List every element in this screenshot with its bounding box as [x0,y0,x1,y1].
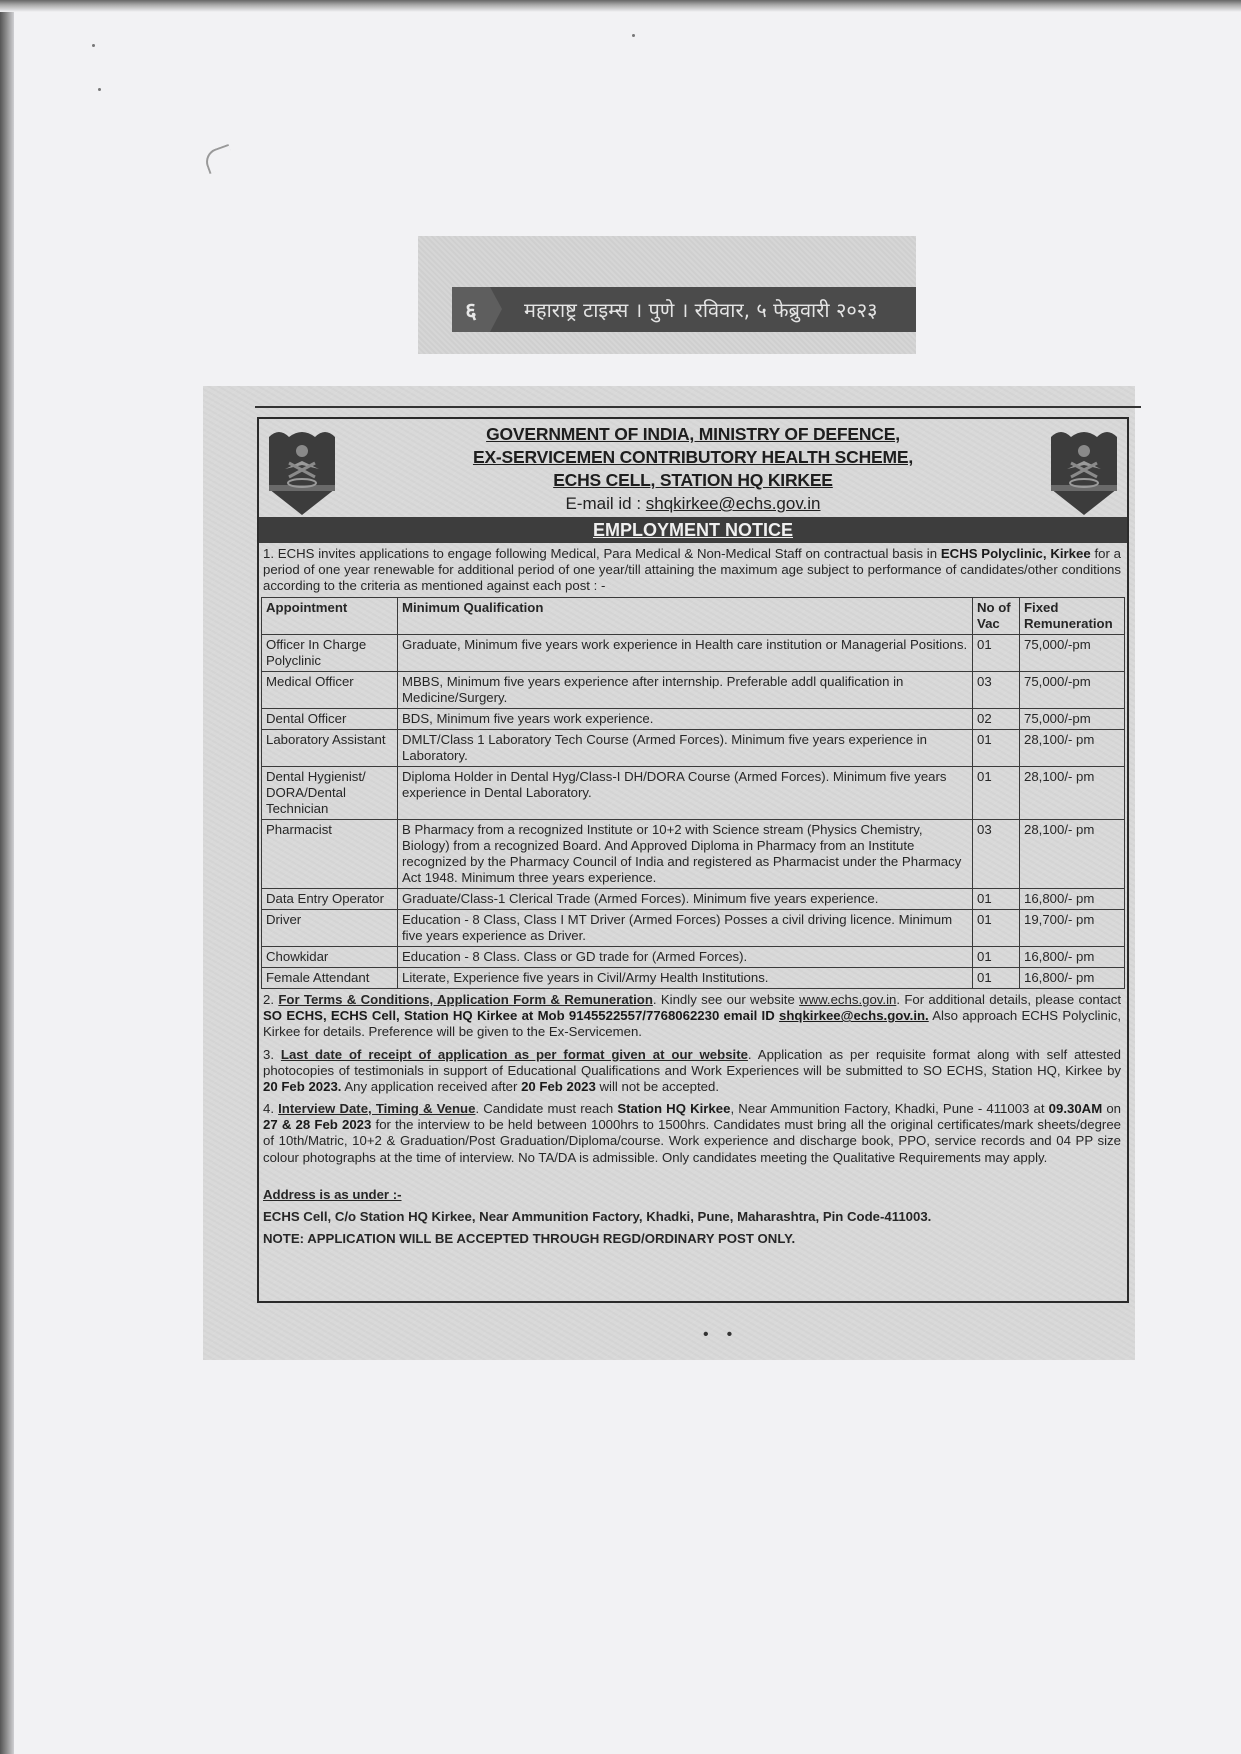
interview-dates: 27 & 28 Feb 2023 [263,1117,372,1133]
cell-appointment: Female Attendant [262,968,398,989]
post-note: NOTE: APPLICATION WILL BE ACCEPTED THROUGH REGD/ORDINARY POST ONLY. [263,1231,796,1246]
col-qualification: Minimum Qualification [398,598,973,635]
table-row [262,730,1125,767]
cell-remuneration: 75,000/-pm [1020,672,1125,709]
email-label: E-mail id : [565,494,646,513]
cell-vacancies: 01 [973,968,1020,989]
cell-qualification: BDS, Minimum five years work experience. [398,709,973,730]
cell-vacancies: 01 [973,730,1020,767]
cell-vacancies: 01 [973,910,1020,947]
scan-edge-top [0,0,1241,12]
table-row [262,947,1125,968]
scan-speck [632,34,635,37]
deadline-date: 20 Feb 2023. [263,1079,342,1095]
cell-remuneration: 75,000/-pm [1020,709,1125,730]
scan-edge-left [0,0,14,1754]
scan-speck [92,44,95,47]
cell-qualification: Graduate/Class-1 Clerical Trade (Armed Forces). Minimum five years experience. [398,889,973,910]
cell-remuneration: 28,100/- pm [1020,730,1125,767]
cell-appointment: Laboratory Assistant [262,730,398,767]
masthead-text: महाराष्ट्र टाइम्स । पुणे । रविवार, ५ फेब्रुवारी २०२३ [524,298,878,322]
website-link[interactable]: www.echs.gov.in [799,992,897,1007]
cell-appointment: Dental Hygienist/ DORA/Dental Technician [262,767,398,820]
table-row [262,968,1125,989]
para-text: . Candidate must reach [475,1101,618,1116]
table-row [262,910,1125,947]
interview-paragraph [263,1101,1121,1166]
cell-appointment: Pharmacist [262,820,398,889]
cell-qualification: MBBS, Minimum five years experience after internship. Preferable addl qualification in Medicine/Surgery. [398,672,973,709]
para-number: 4. [263,1101,279,1116]
pen-mark [202,144,236,174]
col-vacancies: No of Vac [973,598,1020,635]
para-text: , Near Ammunition Factory, Khadki, Pune - 411003 at [730,1101,1049,1116]
email-link[interactable]: shqkirkee@echs.gov.in [645,494,821,513]
cell-appointment: Officer In Charge Polyclinic [262,635,398,672]
page-number: ६ [452,287,490,332]
cell-vacancies: 01 [973,947,1020,968]
cell-appointment: Data Entry Operator [262,889,398,910]
header-line-2: EX-SERVICEMEN CONTRIBUTORY HEALTH SCHEME, [472,447,914,467]
header-line-1: GOVERNMENT OF INDIA, MINISTRY OF DEFENCE, [486,424,900,444]
table-row [262,767,1125,820]
contact-details: SO ECHS, ECHS Cell, Station HQ Kirkee at Mob 9145522557/7768062230 email ID [263,1008,780,1024]
print-dots: •• [703,1326,751,1343]
top-rule [255,406,1141,408]
notice-box [257,417,1129,1303]
employment-notice-banner [259,517,1127,543]
cell-vacancies: 01 [973,635,1020,672]
para-text: . Kindly see our website [652,992,800,1007]
cell-vacancies: 01 [973,889,1020,910]
cell-qualification: Literate, Experience five years in Civil/Army Health Institutions. [398,968,973,989]
table-row [262,889,1125,910]
para-number: 3. [263,1047,281,1062]
cell-vacancies: 01 [973,767,1020,820]
intro-text-cont: for a period of one year renewable for additional period of one year/till attaining the maximum age subject to performance of candidates/other conditions according to the criteria as mentioned against each post : - [263,546,1121,594]
table-row [262,709,1125,730]
para-text: Also approach ECHS Polyclinic, Kirkee for details. Preference will be given to the Ex-Servicemen. [263,1008,1122,1040]
table-header-row [262,598,1125,635]
cell-remuneration: 28,100/- pm [1020,820,1125,889]
para-text: for the interview to be held between 1000hrs to 1500hrs. Candidates must bring all the original certificates/mark sheets/degree of 10th/Matric, 10+2 & Graduation/Post Graduation/Diploma/course. Work experience and discharge book, PPO, service records and 04 PP size colour photographs at the time of interview. No TA/DA is admissible. Only candidates meeting the Qualitative Requirements may apply. [263,1117,1121,1165]
cell-appointment: Dental Officer [262,709,398,730]
last-date-paragraph [263,1047,1121,1096]
intro-paragraph [263,546,1121,595]
cell-remuneration: 19,700/- pm [1020,910,1125,947]
intro-bold: ECHS Polyclinic, Kirkee [940,546,1091,561]
cell-vacancies: 03 [973,672,1020,709]
cell-remuneration: 16,800/- pm [1020,968,1125,989]
cell-qualification: DMLT/Class 1 Laboratory Tech Course (Armed Forces). Minimum five years experience in Laboratory. [398,730,973,767]
notice-header [359,423,1027,516]
cell-qualification: Education - 8 Class, Class I MT Driver (Armed Forces) Posses a civil driving licence. Minimum five years experience as Driver. [398,910,973,947]
table-row [262,672,1125,709]
terms-heading: For Terms & Conditions, Application Form & Remuneration [278,992,653,1007]
banner-title: EMPLOYMENT NOTICE [592,520,793,540]
cell-remuneration: 16,800/- pm [1020,947,1125,968]
army-emblem-icon [1049,427,1119,517]
table-row [262,635,1125,672]
contact-email-link[interactable]: shqkirkee@echs.gov.in. [779,1008,929,1024]
interview-heading: Interview Date, Timing & Venue [278,1101,476,1116]
cell-appointment: Driver [262,910,398,947]
newspaper-masthead-clipping [418,236,916,354]
cell-remuneration: 75,000/-pm [1020,635,1125,672]
cell-appointment: Chowkidar [262,947,398,968]
para-text: . Application as per requisite format along with self attested photocopies of testimonials in support of Educational Qualifications and Work Experiences will be submitted to SO ECHS, Station HQ, Kirkee by [263,1047,1121,1079]
cell-vacancies: 02 [973,709,1020,730]
cell-qualification: B Pharmacy from a recognized Institute or 10+2 with Science stream (Physics Chemistry, Biology) from a recognized Board. And Approved Diploma in Pharmacy from an Institute recognized by the Pharmacy Council of India and registered as Pharmacist under the Pharmacy Act 1948. Minimum three years experience. [398,820,973,889]
col-appointment: Appointment [262,598,398,635]
army-emblem-icon [267,427,337,517]
para-text: will not be accepted. [595,1079,720,1095]
col-remuneration: Fixed Remuneration [1020,598,1125,635]
terms-paragraph [263,992,1121,1041]
address-heading: Address is as under :- [263,1187,402,1202]
cell-qualification: Graduate, Minimum five years work experience in Health care institution or Managerial Positions. [398,635,973,672]
masthead-bar [452,287,916,332]
cell-remuneration: 16,800/- pm [1020,889,1125,910]
cell-remuneration: 28,100/- pm [1020,767,1125,820]
header-email-line [359,492,1027,516]
cell-qualification: Diploma Holder in Dental Hyg/Class-I DH/DORA Course (Armed Forces). Minimum five years experience in Dental Laboratory. [398,767,973,820]
scan-speck [98,88,101,91]
intro-text: 1. ECHS invites applications to engage following Medical, Para Medical & Non-Medical Staff on contractual basis in [263,546,941,561]
cell-appointment: Medical Officer [262,672,398,709]
para-text: . For additional details, please contact [896,992,1121,1007]
table-row [262,820,1125,889]
para-text: on [1102,1101,1121,1116]
interview-time: 09.30AM [1048,1101,1103,1116]
para-number: 2. [263,992,279,1007]
cell-vacancies: 03 [973,820,1020,889]
interview-venue: Station HQ Kirkee [617,1101,731,1116]
employment-notice-clipping [203,386,1135,1360]
header-line-3: ECHS CELL, STATION HQ KIRKEE [553,470,833,490]
cell-qualification: Education - 8 Class. Class or GD trade for (Armed Forces). [398,947,973,968]
para-text: Any application received after [341,1079,522,1095]
last-date-heading: Last date of receipt of application as per format given at our website [280,1047,748,1062]
deadline-date: 20 Feb 2023 [521,1079,596,1095]
address-text: ECHS Cell, C/o Station HQ Kirkee, Near Ammunition Factory, Khadki, Pune, Maharashtra, Pin Code-411003. [263,1209,932,1224]
vacancy-table [261,597,1125,989]
